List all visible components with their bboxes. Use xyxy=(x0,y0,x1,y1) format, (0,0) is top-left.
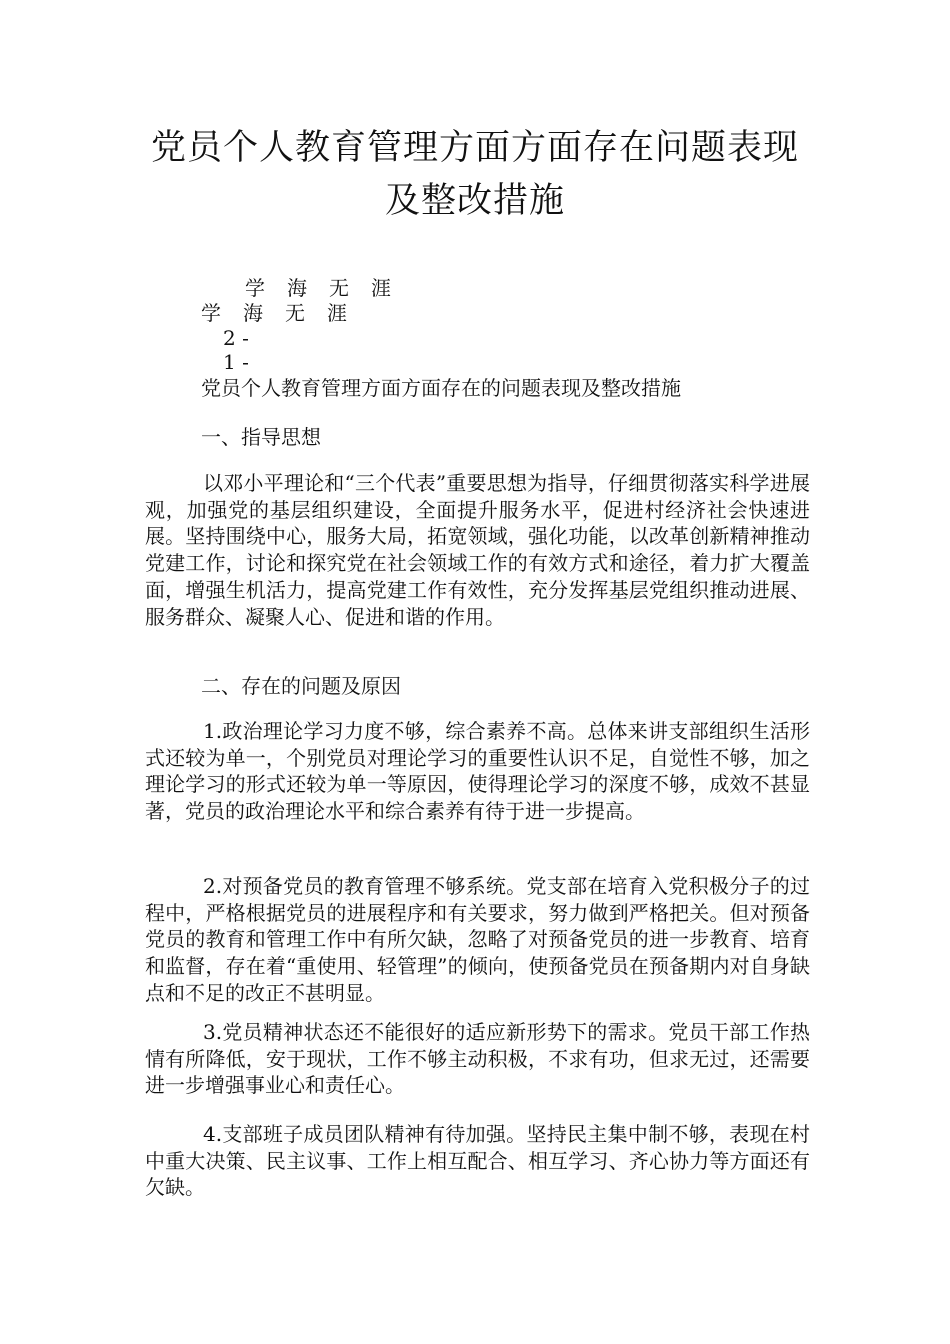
page-number-1: 1 - xyxy=(223,350,249,374)
document-subtitle: 党员个人教育管理方面方面存在的问题表现及整改措施 xyxy=(201,376,681,400)
paragraph-problem-2: 2.对预备党员的教育管理不够系统。党支部在培育入党积极分子的过程中，严格根据党员的进展程序和有关要求，努力做到严格把关。但对预备党员的教育和管理工作中有所欠缺，忽略了对预备党员的进一步教育、培育和监督，存在着“重使用、轻管理”的倾向，使预备党员在预备期内对自身缺点和不足的改正不甚明显。 xyxy=(145,874,810,1005)
page-number-2: 2 - xyxy=(223,326,249,350)
header-motto-1: 学海无涯 xyxy=(245,276,413,300)
paragraph-problem-4: 4.支部班子成员团队精神有待加强。坚持民主集中制不够，表现在村中重大决策、民主议事、工作上相互配合、相互学习、齐心协力等方面还有欠缺。 xyxy=(145,1122,810,1200)
section-heading-guiding-thought: 一、指导思想 xyxy=(201,425,321,449)
paragraph-guiding-thought: 以邓小平理论和“三个代表”重要思想为指导，仔细贯彻落实科学进展观，加强党的基层组织建设，全面提升服务水平，促进村经济社会快速进展。坚持围绕中心，服务大局，拓宽领域，强化功能，以改革创新精神推动党建工作，讨论和探究党在社会领域工作的有效方式和途径，着力扩大覆盖面，增强生机活力，提高党建工作有效性，充分发挥基层党组织推动进展、服务群众、凝聚人心、促进和谐的作用。 xyxy=(145,471,810,629)
section-heading-problems: 二、存在的问题及原因 xyxy=(201,674,401,698)
paragraph-problem-1: 1.政治理论学习力度不够，综合素养不高。总体来讲支部组织生活形式还较为单一，个别党员对理论学习的重要性认识不足，自觉性不够，加之理论学习的形式还较为单一等原因，使得理论学习的深度不够，成效不甚显著，党员的政治理论水平和综合素养有待于进一步提高。 xyxy=(145,719,810,824)
document-title-line2: 及整改措施 xyxy=(384,181,565,221)
document-title-line1: 党员个人教育管理方面方面存在问题表现 xyxy=(150,128,799,168)
header-motto-2: 学海无涯 xyxy=(201,301,369,325)
paragraph-problem-3: 3.党员精神状态还不能很好的适应新形势下的需求。党员干部工作热情有所降低，安于现状，工作不够主动积极，不求有功，但求无过，还需要进一步增强事业心和责任心。 xyxy=(145,1020,810,1098)
